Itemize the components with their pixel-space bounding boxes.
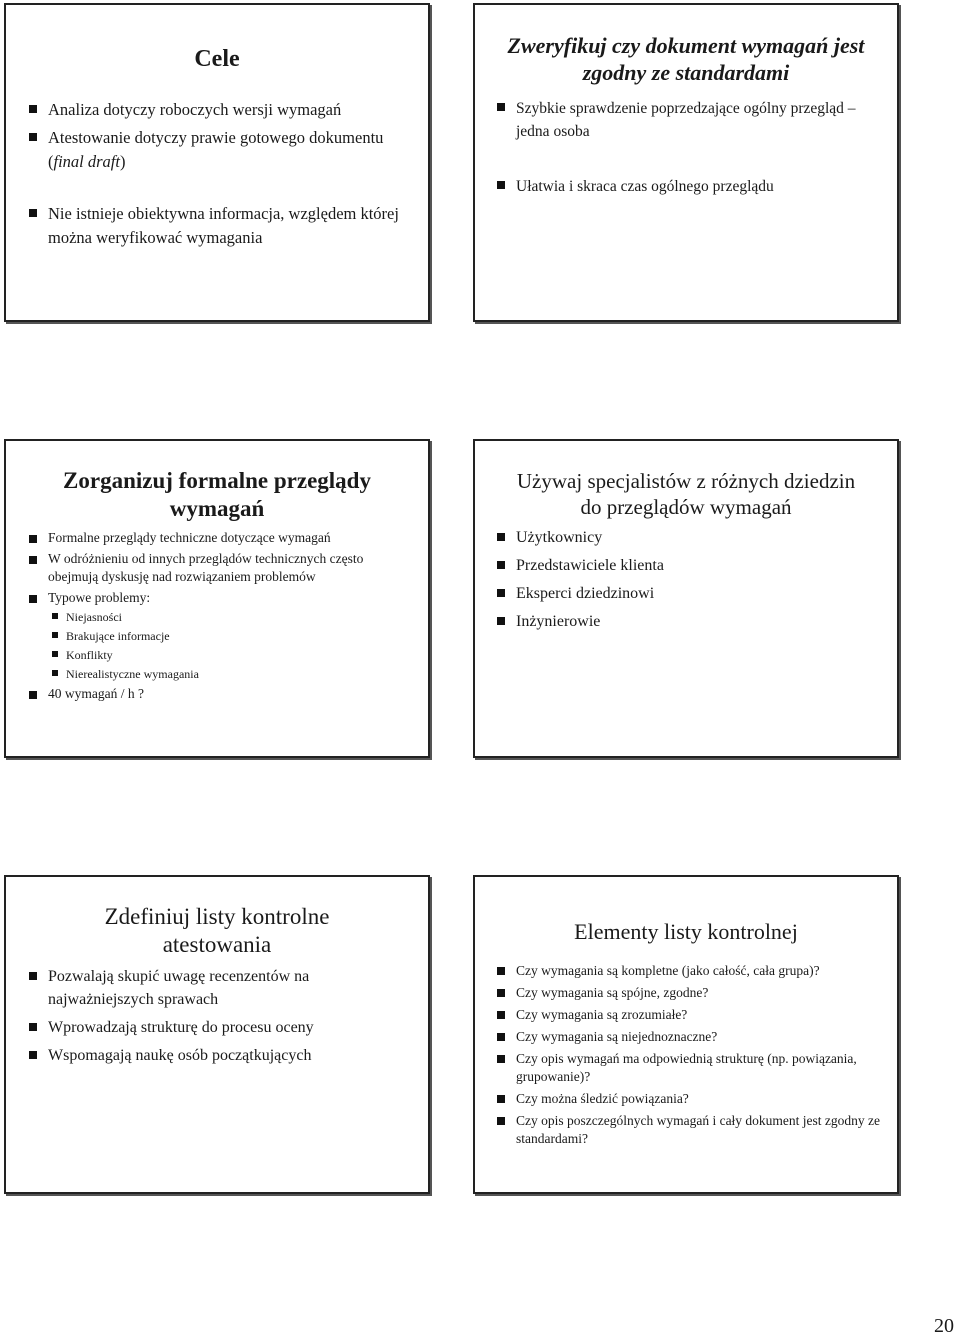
bullet-item: 40 wymagań / h ? <box>48 685 428 703</box>
bullet-item: Czy można śledzić powiązania? <box>516 1090 881 1108</box>
bullet-item: Szybkie sprawdzenie poprzedzające ogólny przegląd – jedna osoba <box>516 97 856 143</box>
bullet-item: Analiza dotyczy roboczych wersji wymagań <box>48 98 408 122</box>
sub-bullet-item: Nierealistyczne wymagania <box>66 665 428 684</box>
bullet-item: Czy wymagania są zrozumiałe? <box>516 1006 881 1024</box>
slide-title: Cele <box>194 46 240 72</box>
page-number: 20 <box>934 1315 954 1337</box>
bullet-item: Inżynierowie <box>516 610 897 634</box>
bullet-item: Czy opis wymagań ma odpowiednią strukturę (np. powiązania, grupowanie)? <box>516 1050 881 1086</box>
slide-specjalisci <box>473 439 899 758</box>
bullet-item: Przedstawiciele klienta <box>516 554 897 578</box>
bullet-item: Wprowadzają strukturę do procesu oceny <box>48 1016 398 1039</box>
bullet-item: Atestowanie dotyczy prawie gotowego dokumentu (final draft) <box>48 126 408 174</box>
bullet-item: Eksperci dziedzinowi <box>516 582 897 606</box>
slide-title: Zorganizuj formalne przeglądy wymagań <box>63 468 371 522</box>
bullet-item: Czy wymagania są spójne, zgodne? <box>516 984 881 1002</box>
bullet-item: Czy wymagania są kompletne (jako całość, cała grupa)? <box>516 962 881 980</box>
slide-przeglady <box>4 439 430 758</box>
bullet-item: Wspomagają naukę osób początkujących <box>48 1044 398 1067</box>
slide-title: Używaj specjalistów z różnych dziedzin do przeglądów wymagań <box>516 469 856 519</box>
bullet-item: Czy opis poszczególnych wymagań i cały dokument jest zgodny ze standardami? <box>516 1112 881 1146</box>
slide-title: Zdefiniuj listy kontrolne atestowania <box>104 904 330 958</box>
slide-listy-kontrolne <box>4 875 430 1194</box>
slide-title: Elementy listy kontrolnej <box>574 919 798 944</box>
bullet-item: W odróżnieniu od innych przeglądów technicznych często obejmują dyskusję nad rozwiązaniem problemów <box>48 550 398 586</box>
sub-bullet-item: Brakujące informacje <box>66 627 428 646</box>
bullet-item: Pozwalają skupić uwagę recenzentów na najważniejszych sprawach <box>48 965 398 1011</box>
sub-bullet-item: Konflikty <box>66 646 428 665</box>
bullet-item: Czy wymagania są niejednoznaczne? <box>516 1028 881 1046</box>
bullet-item: Ułatwia i skraca czas ogólnego przeglądu <box>516 175 856 198</box>
sub-bullet-item: Niejasności <box>66 608 428 627</box>
slide-elementy-listy <box>473 875 899 1194</box>
slide-standardy <box>473 3 899 322</box>
slide-title: Zweryfikuj czy dokument wymagań jest zgodny ze standardami <box>507 33 865 85</box>
bullet-item: Typowe problemy: <box>48 589 398 607</box>
bullet-item: Użytkownicy <box>516 526 897 550</box>
bullet-item: Formalne przeglądy techniczne dotyczące wymagań <box>48 529 398 547</box>
bullet-item: Nie istnieje obiektywna informacja, względem której można weryfikować wymagania <box>48 202 408 250</box>
slide-cele <box>4 3 430 322</box>
